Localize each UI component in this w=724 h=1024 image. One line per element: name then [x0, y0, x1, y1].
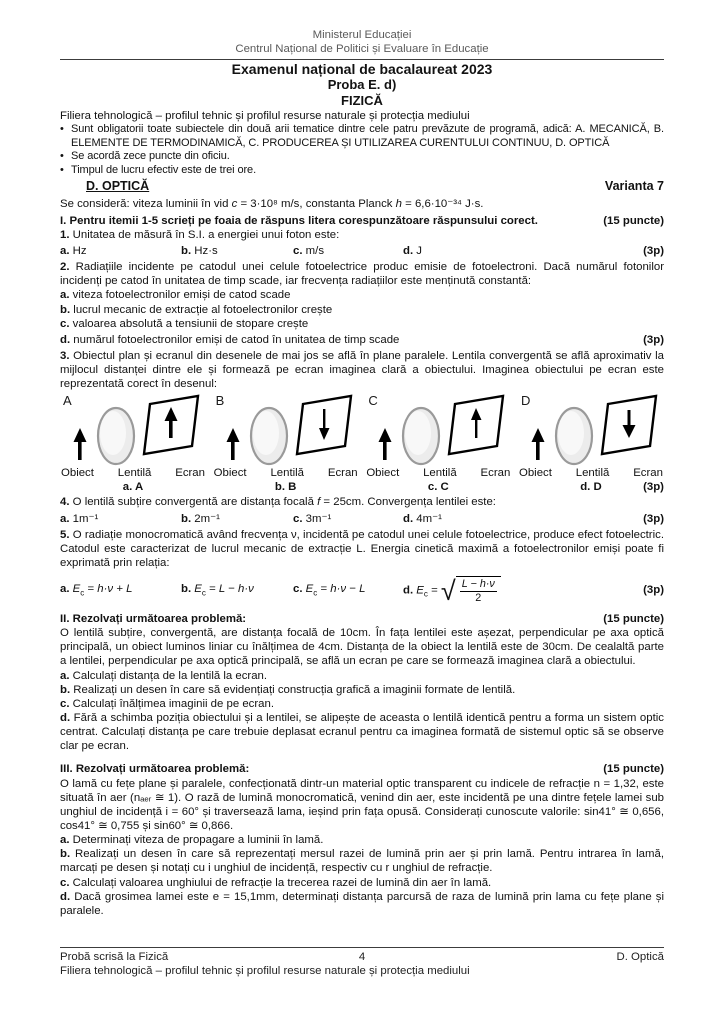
problem-iii-item-a: a. Determinați viteza de propagare a luminii în lamă.: [60, 834, 324, 847]
q2-option-c: c. valoarea absolută a tensiunii de stopare crește: [60, 317, 309, 330]
problem-ii-item-b: b. Realizați un desen în care să evidențiați construcția grafică a imaginii formate de lentilă.: [60, 683, 516, 696]
lens-label: Lentilă: [270, 467, 305, 480]
diagram-letter: C: [368, 393, 378, 409]
focal-length-symbol: f: [317, 496, 321, 509]
diagram-letter: B: [215, 393, 225, 409]
optics-scene-icon: [365, 394, 511, 466]
q5-option-d: d. $E_c$ = √ $\frac{L - h\cdot\nu}{2}$: [403, 576, 643, 605]
rule-bullet-3: [60, 164, 664, 178]
screen-label: Ecran: [175, 467, 205, 480]
q2-option-a: a. viteza fotoelectronilor emiși de catod scade: [60, 289, 291, 302]
q4-option-d: d. 4m⁻¹: [403, 512, 442, 525]
problem-ii-intro: O lentilă subțire, convergentă, are distanța focală de 10cm. În fața lentilei este așezat, perpendicular pe axa optică principală, un obiect luminos liniar cu înălțimea de 4cm. Distanța de la obiect la lentilă este de 30cm. De cealaltă parte a lentilei, perpendicular pe axa optică principală, se află un ecran pe care se formează imaginea clară a obiectului.: [60, 627, 664, 668]
constants-line: [60, 197, 664, 211]
speed-of-light-symbol: c: [231, 197, 238, 210]
q4-option-b: b. 2m⁻¹: [181, 512, 220, 525]
rule-text: Timpul de lucru efectiv este de trei ore.: [71, 163, 257, 176]
diagram-letter: A: [63, 393, 72, 409]
section-ii-points: (15 puncte): [603, 613, 664, 626]
planck-symbol: h: [395, 197, 402, 210]
q5-option-a: a. $E_c = h\cdot\nu + L$: [60, 582, 133, 598]
constants-text: = 6,6·10⁻³⁴ J·s.: [401, 197, 484, 210]
bullet-icon: •: [60, 150, 64, 163]
lens-label: Lentilă: [117, 467, 152, 480]
q4-points: (3p): [643, 512, 664, 525]
rule-text: Sunt obligatorii toate subiectele din două arii tematice dintre cele patru prevăzute de programă, adică: A. MECANICĂ, B. ELEMENTE DE TERMODINAMICĂ, C. PRODUCEREA ȘI UTILIZAREA CURENTULUI CONTINUU, D. OPTICĂ: [71, 123, 664, 149]
q3-points: (3p): [643, 481, 664, 494]
q4-option-c: c. 3m⁻¹: [293, 512, 332, 525]
page-footer: [60, 947, 664, 978]
variant-label: Varianta 7: [604, 179, 664, 194]
footer-left: Probă scrisă la Fizică: [60, 951, 169, 963]
question-4-options: [60, 511, 664, 527]
q1-option-a: a. Hz: [60, 245, 87, 257]
header-divider: [60, 59, 664, 60]
section-variant-row: [60, 179, 664, 195]
diagram-answer-b: b. B: [274, 481, 297, 494]
q1-option-b: b. Hz·s: [181, 245, 218, 257]
q5-option-b: b. $E_c = L - h\cdot\nu$: [181, 582, 254, 598]
q5-option-c: c. $E_c = h\cdot\nu - L$: [293, 582, 366, 598]
lens-diagrams-row: [60, 394, 664, 494]
section-i-heading: [60, 214, 664, 228]
q1-points: (3p): [643, 245, 664, 257]
section-iii-title: III. Rezolvați următoarea problemă:: [60, 763, 250, 776]
section-ii-heading: [60, 612, 664, 626]
exam-subject: FIZICĂ: [341, 92, 383, 108]
section-iii-heading: [60, 762, 664, 776]
object-arrow-icon: [78, 440, 82, 460]
q2-option-d: d. numărul fotoelectronilor emiși de catod în unitatea de timp scade: [60, 333, 400, 346]
lens-diagram-C: [365, 394, 511, 494]
object-label: Obiect: [213, 467, 247, 480]
section-i-title: I. Pentru itemii 1-5 scrieți pe foaia de răspuns litera corespunzătoare răspunsului corect.: [60, 214, 538, 227]
question-5-options: [60, 571, 664, 609]
problem-ii-item-c: c. Calculați înălțimea imaginii de pe ecran.: [60, 697, 275, 710]
ministry-line: Ministerul Educației: [312, 29, 412, 41]
footer-filiera: Filiera tehnologică – profilul tehnic și profilul resurse naturale și protecția mediului: [60, 965, 470, 978]
lens-diagram-B: [213, 394, 359, 494]
image-arrow-down-icon: [323, 409, 325, 431]
q2-option-b: b. lucrul mecanic de extracție al fotoelectronilor crește: [60, 303, 333, 316]
section-iii-points: (15 puncte): [603, 763, 664, 776]
footer-right: D. Optică: [616, 951, 664, 963]
screen-label: Ecran: [480, 467, 511, 480]
bullet-icon: •: [60, 163, 64, 176]
rule-bullet-1: [60, 123, 664, 150]
q2-points: (3p): [643, 333, 664, 346]
object-label: Obiect: [518, 467, 552, 480]
radical-sign: √: [440, 575, 456, 606]
diagram-answer-c: c. C: [427, 481, 449, 494]
question-3: 3. Obiectul plan și ecranul din desenele de mai jos se află în plane paralele. Lentila convergentă se află aproximativ la mijlocul distanței dintre ele și formează pe ecran imaginea clară a obiectului. Imaginea obiectului pe ecran este reprezentată corect în desenul:: [60, 349, 664, 391]
section-ii-title: II. Rezolvați următoarea problemă:: [60, 613, 247, 626]
optics-scene-icon: [213, 394, 359, 466]
problem-iii-intro: O lamă cu fețe plane și paralele, confecționată dintr-un material optic transparent cu indicele de refracție n = 1,32, este situată în aer (nₐₑᵣ ≅ 1). O rază de lumină monocromatică, venind din aer, este incidentă pe una dintre fețele lamei sub unghiul de incidență i = 60° și traversează lama, ieșind prin fața opusă. Considerați cunoscute valorile: sin41° ≅ 0,656, cos41° ≅ 0,755 și sin60° ≅ 0,866.: [60, 777, 664, 833]
object-arrow-icon: [536, 440, 540, 460]
rule-text: Se acordă zece puncte din oficiu.: [71, 150, 230, 163]
lens-diagram-D: [518, 394, 664, 494]
problem-iii-item-c: c. Calculați valoarea unghiului de refracție la trecerea razei de lumină din aer în lamă.: [60, 876, 492, 889]
lens-label: Lentilă: [575, 467, 610, 480]
problem-ii-item-a: a. Calculați distanța de la lentilă la ecran.: [60, 669, 268, 682]
question-1-options: [60, 243, 664, 259]
diagram-answer-a: a. A: [122, 481, 144, 494]
lens-label: Lentilă: [423, 467, 457, 480]
exam-proba: Proba E. d): [327, 77, 397, 93]
object-arrow-icon: [231, 440, 235, 460]
problem-iii-item-b: b. Realizați un desen în care să reprezentați mersul razei de lumină prin aer și prin lamă. Pentru intrarea în lamă, marcați pe desen și notați cu i unghiul de incidență, respectiv cu r unghiul de refracție.: [60, 848, 664, 875]
screen-label: Ecran: [327, 467, 358, 480]
question-5: 5. O radiație monocromatică având frecvența ν, incidentă pe catodul unei celule fotoelectrice, produce efect fotoelectric. Catodul este caracterizat de lucrul mecanic de extracție L. Energia cinetică maximă a fotoelectronilor emiși poate fi exprimată prin relația:: [60, 528, 664, 569]
question-1: 1. Unitatea de măsură în S.I. a energiei unui foton este:: [60, 228, 340, 241]
lens-diagram-A: [60, 394, 206, 494]
screen-label: Ecran: [633, 467, 663, 480]
problem-ii-item-d: d. Fără a schimba poziția obiectului și a lentilei, se alipește de aceasta o lentilă identică pentru a forma un sistem optic centrat. Calculați distanța pe care trebuie deplasat ecranul pentru ca imaginea formată de sistemul optic să se observe clar pe ecran.: [60, 712, 664, 753]
object-label: Obiect: [366, 467, 400, 480]
q1-option-c: c. m/s: [293, 245, 325, 257]
q4-option-a: a. 1m⁻¹: [60, 512, 99, 525]
object-label: Obiect: [61, 467, 94, 480]
diagram-answer-d: d. D (3p): [580, 481, 664, 494]
optics-scene-icon: [518, 394, 664, 466]
bullet-icon: •: [60, 123, 64, 136]
page-number: 4: [358, 951, 366, 963]
filiera-line: Filiera tehnologică – profilul tehnic și profilul resurse naturale și protecția mediului: [60, 109, 470, 122]
problem-iii-item-d: d. Dacă grosimea lamei este e = 15,1mm, determinați distanța parcursă de raza de lumină prin lama cu fețe plane și paralele.: [60, 890, 664, 917]
section-i-points: (15 puncte): [603, 214, 664, 227]
constants-text: Se consideră: viteza luminii în vid: [60, 197, 232, 210]
q1-option-d: d. J: [403, 245, 422, 257]
question-2: 2. Radiațiile incidente pe catodul unei celule fotoelectrice produc emisie de fotoelectroni. Dacă numărul fotonilor incidenți pe catod în unitatea de timp scade, iar frecvența radiațiilor este menținută constantă:: [60, 261, 664, 288]
question-4: 4. O lentilă subțire convergentă are distanța focală f = 25cm. Convergența lentilei este:: [60, 496, 496, 509]
diagram-letter: D: [520, 393, 531, 409]
rule-bullet-2: [60, 150, 664, 164]
q2-option-d-row: [60, 332, 664, 348]
exam-title: Examenul național de bacalaureat 2023: [231, 60, 493, 77]
q5-points: (3p): [643, 583, 664, 596]
object-arrow-icon: [383, 440, 387, 460]
section-title: D. OPTICĂ: [86, 179, 150, 194]
optics-scene-icon: [60, 394, 206, 466]
center-line: Centrul Național de Politici și Evaluare în Educație: [235, 43, 489, 56]
constants-text: = 3·10⁸ m/s, constanta Planck: [237, 197, 396, 210]
